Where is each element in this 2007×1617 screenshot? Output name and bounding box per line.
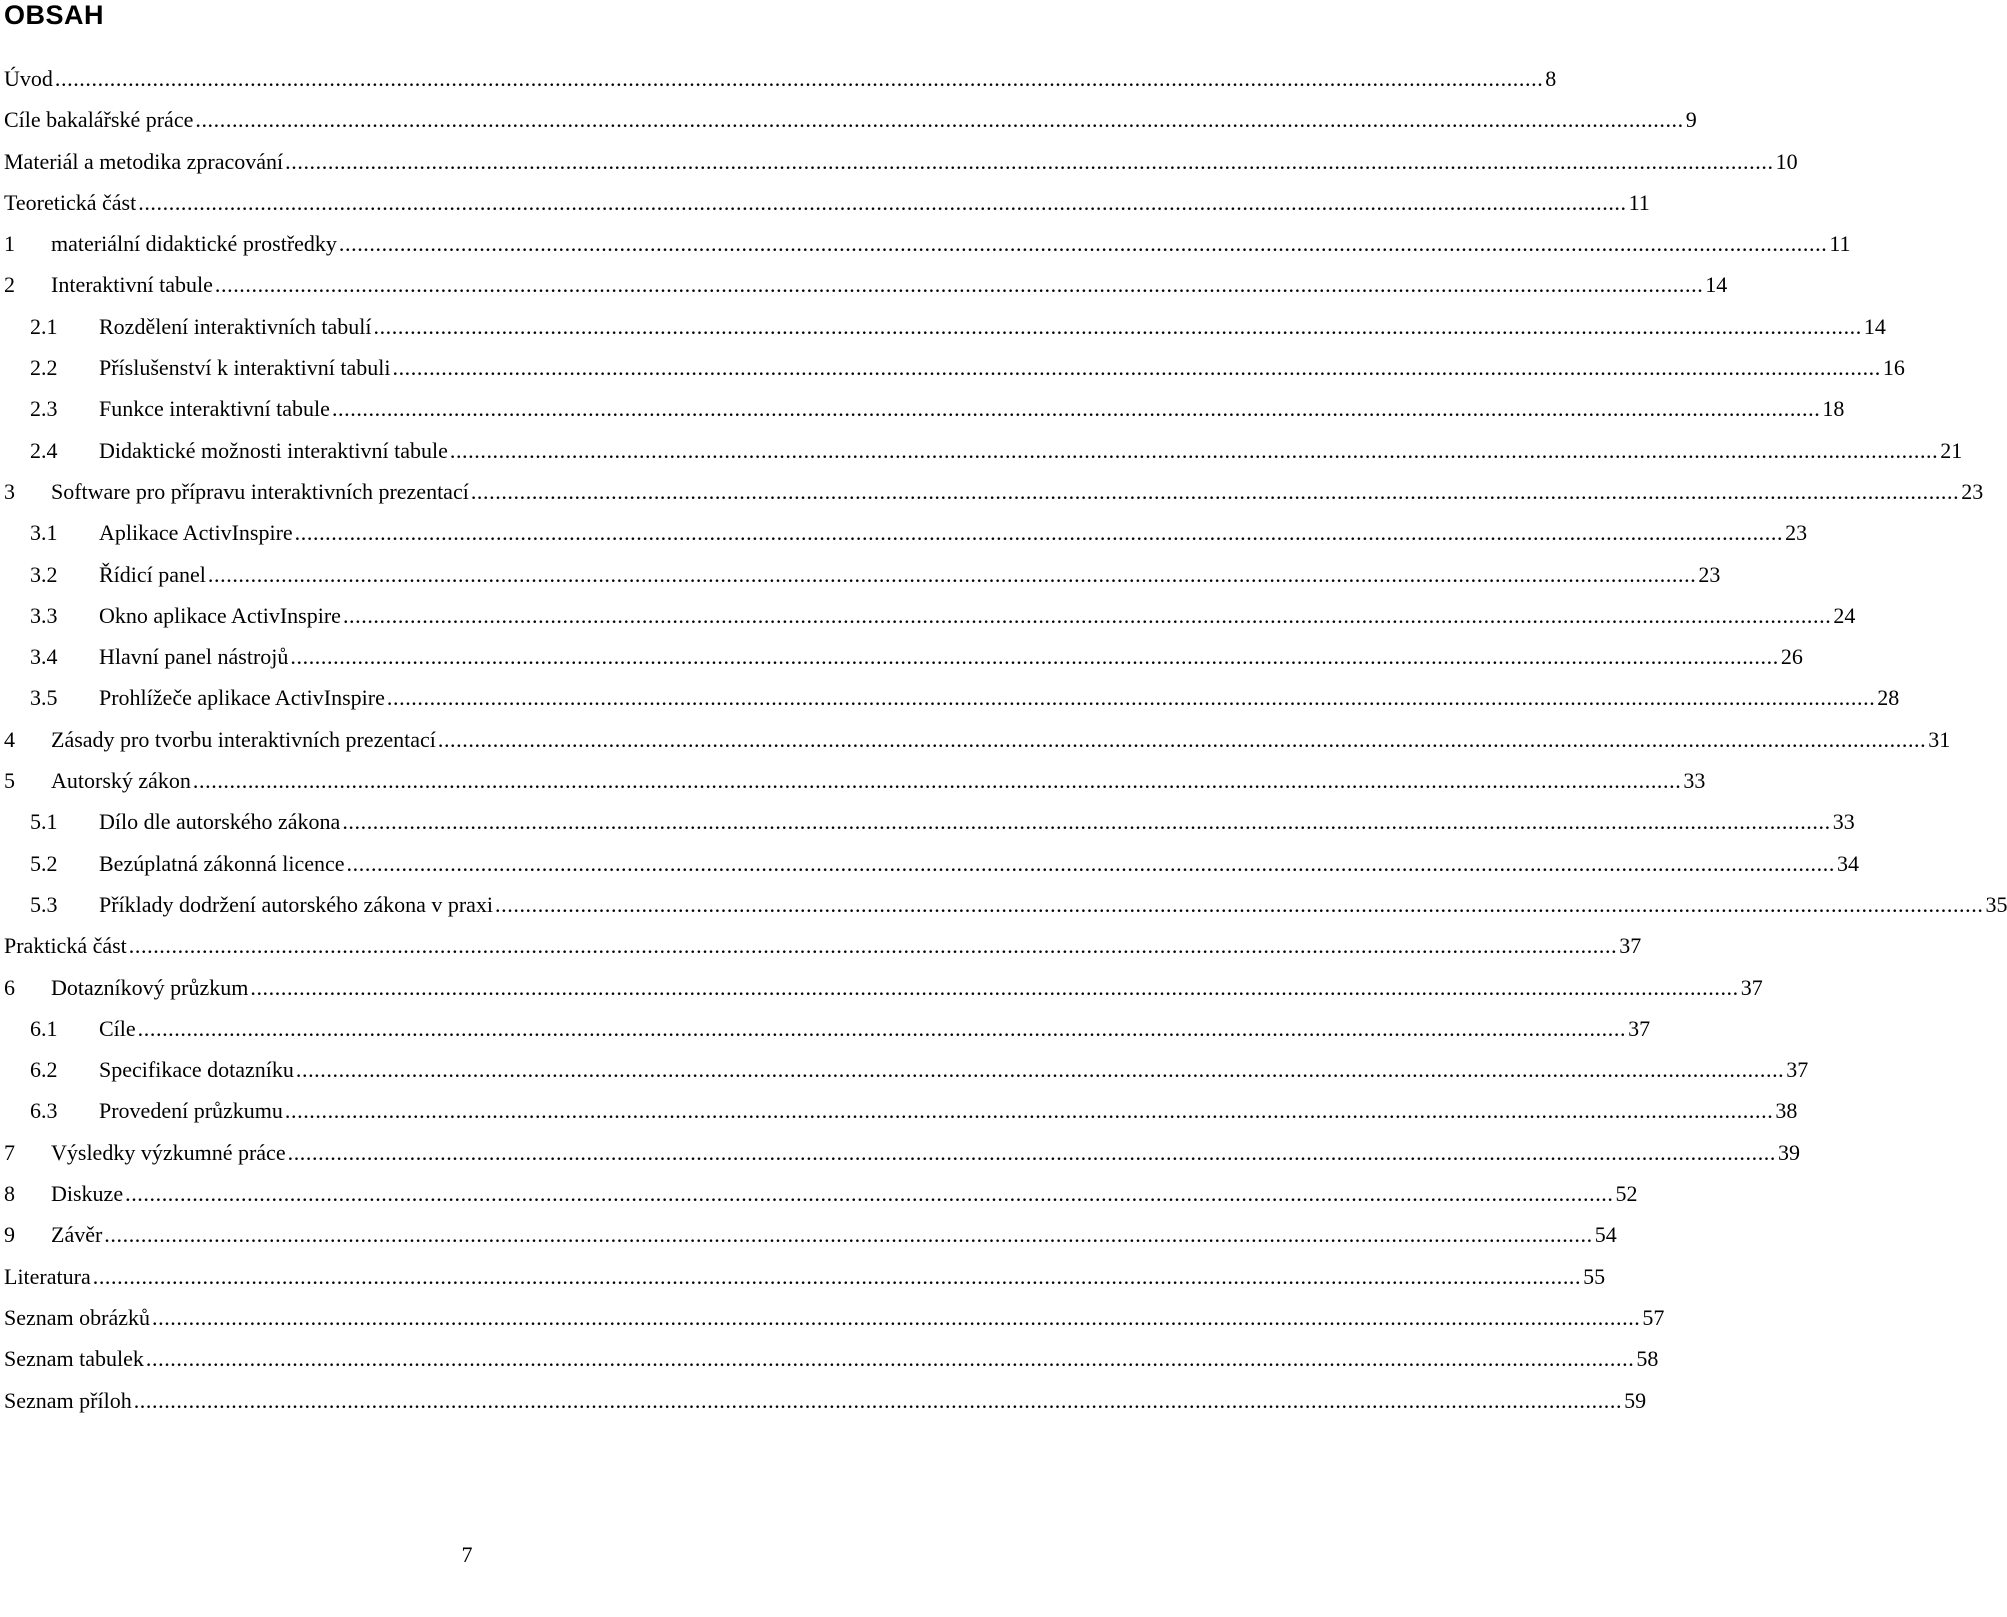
toc-entry[interactable] <box>4 843 1859 884</box>
dot-leader <box>152 1297 1640 1338</box>
toc-entry-number: 3.3 <box>30 602 58 628</box>
toc-entry-number: 4 <box>4 726 15 752</box>
toc-entry-page: 35 <box>1985 891 2007 917</box>
toc-entry-label: Úvod <box>4 66 53 91</box>
toc-entry-number: 2.4 <box>30 437 58 463</box>
toc-entry[interactable] <box>4 264 1728 305</box>
dot-leader <box>296 1049 1784 1090</box>
toc-entry-page: 38 <box>1775 1098 1798 1124</box>
toc-entry-page: 21 <box>1940 437 1963 463</box>
toc-entry-label: Výsledky výzkumné práce <box>51 1139 286 1165</box>
toc-entry-number: 5 <box>4 768 15 794</box>
dot-leader <box>343 595 1831 636</box>
dot-leader <box>250 967 1738 1008</box>
dot-leader <box>495 884 1983 925</box>
toc-entry-label: Bezúplatná zákonná licence <box>99 850 345 876</box>
toc-entry-label: Dílo dle autorského zákona <box>99 809 341 835</box>
dot-leader <box>339 223 1827 264</box>
toc-entry-number: 8 <box>4 1181 15 1207</box>
toc-entry-number: 6 <box>4 974 15 1000</box>
toc-entry-number: 5.1 <box>30 809 58 835</box>
toc-entry-page: 23 <box>1961 478 1984 504</box>
dot-leader <box>387 677 1875 718</box>
toc-entry-number: 3.5 <box>30 685 58 711</box>
toc-entry-label: Teoretická část <box>4 189 137 215</box>
dot-leader <box>373 306 1861 347</box>
dot-leader <box>392 347 1880 388</box>
toc-entry-page: 10 <box>1775 148 1798 174</box>
toc-entry-page: 37 <box>1619 933 1642 959</box>
toc-entry-label: Materiál a metodika zpracování <box>4 148 284 174</box>
toc-entry-number: 3.2 <box>30 561 58 587</box>
toc-entry-page: 34 <box>1836 850 1859 876</box>
toc-entry-label: Diskuze <box>51 1181 124 1207</box>
toc-entry-page: 24 <box>1833 602 1856 628</box>
toc-entry-page: 11 <box>1829 231 1851 257</box>
toc-entry-label: Seznam příloh <box>4 1387 132 1413</box>
toc-entry-label: Didaktické možnosti interaktivní tabule <box>99 437 448 463</box>
toc-entry[interactable] <box>4 760 1706 801</box>
dot-leader <box>342 801 1830 842</box>
toc-entry-label: Software pro přípravu interaktivních prezentací <box>51 478 469 504</box>
toc-entry[interactable] <box>4 1049 1809 1090</box>
toc-entry-page: 28 <box>1877 685 1900 711</box>
toc-entry[interactable] <box>4 1297 1665 1338</box>
toc-entry-number: 2 <box>4 272 15 298</box>
toc-entry-label: Prohlížeče aplikace ActivInspire <box>99 685 385 711</box>
toc-entry[interactable] <box>4 58 1557 99</box>
dot-leader <box>347 843 1835 884</box>
toc-entry-page: 54 <box>1594 1222 1617 1248</box>
toc-entry-page: 59 <box>1624 1387 1647 1413</box>
dot-leader <box>285 141 1773 182</box>
toc-entry-number: 6.2 <box>30 1057 58 1083</box>
toc-entry-page: 39 <box>1778 1139 1800 1165</box>
toc-entry-label: Praktická část <box>4 933 127 959</box>
toc-entry-label: Interaktivní tabule <box>51 272 213 298</box>
toc-entry[interactable] <box>4 1338 1659 1379</box>
toc-entry[interactable] <box>4 554 1721 595</box>
toc-entry-label: Řídicí panel <box>99 561 206 587</box>
page-title: OBSAH <box>4 0 105 30</box>
toc-entry-number: 6.3 <box>30 1098 58 1124</box>
dot-leader <box>104 1214 1592 1255</box>
toc-entry[interactable] <box>4 967 1763 1008</box>
toc-entry-label: Rozdělení interaktivních tabulí <box>99 313 372 339</box>
toc-entry-label: Literatura <box>4 1263 91 1289</box>
toc-entry-label: Aplikace ActivInspire <box>99 520 293 546</box>
dot-leader <box>332 388 1820 429</box>
toc-entry[interactable] <box>4 99 1697 140</box>
toc-entry-number: 9 <box>4 1222 15 1248</box>
dot-leader <box>450 430 1938 471</box>
toc-entry[interactable] <box>4 801 1855 842</box>
toc-entry-number: 5.3 <box>30 891 58 917</box>
toc-entry-number: 3 <box>4 478 15 504</box>
toc-entry[interactable] <box>4 1090 1798 1131</box>
toc-entry-page: 18 <box>1822 396 1845 422</box>
toc-entry-label: materiální didaktické prostředky <box>51 231 337 257</box>
toc-entry-number: 6.1 <box>30 1015 58 1041</box>
toc-entry[interactable] <box>4 141 1798 182</box>
toc-entry-number: 3.1 <box>30 520 58 546</box>
toc-entry[interactable] <box>4 884 2007 925</box>
dot-leader <box>125 1173 1613 1214</box>
toc-entry[interactable] <box>4 347 1905 388</box>
toc-entry-label: Autorský zákon <box>51 768 191 794</box>
toc-entry[interactable] <box>4 430 1963 471</box>
toc-entry-label: Hlavní panel nástrojů <box>99 644 289 670</box>
toc-entry-label: Závěr <box>51 1222 103 1248</box>
toc-entry-label: Příklady dodržení autorského zákona v praxi <box>99 891 494 917</box>
toc-entry[interactable] <box>4 677 1900 718</box>
dot-leader <box>138 182 1626 223</box>
toc-entry-page: 58 <box>1636 1346 1659 1372</box>
toc-entry-label: Specifikace dotazníku <box>99 1057 294 1083</box>
page-number: 7 <box>461 1542 473 1567</box>
toc-entry[interactable] <box>4 223 1851 264</box>
toc-entry-page: 23 <box>1785 520 1808 546</box>
toc-entry-page: 16 <box>1882 355 1905 381</box>
toc-entry-label: Provedení průzkumu <box>99 1098 283 1124</box>
dot-leader <box>215 264 1703 305</box>
dot-leader <box>146 1338 1634 1379</box>
dot-leader <box>288 1132 1776 1173</box>
toc-entry-page: 8 <box>1545 66 1557 91</box>
dot-leader <box>195 99 1683 140</box>
dot-leader <box>208 554 1696 595</box>
toc-entry[interactable] <box>4 719 1951 760</box>
dot-leader <box>290 636 1778 677</box>
toc-entry[interactable] <box>4 1173 1638 1214</box>
toc-entry[interactable] <box>4 595 1856 636</box>
toc-entry-page: 57 <box>1642 1304 1665 1330</box>
toc-entry-number: 3.4 <box>30 644 58 670</box>
toc-entry-label: Příslušenství k interaktivní tabuli <box>99 355 391 381</box>
toc-entry-page: 14 <box>1863 313 1886 339</box>
toc-entry[interactable] <box>4 182 1650 223</box>
toc-entry[interactable] <box>4 1214 1617 1255</box>
toc-entry-page: 23 <box>1698 561 1721 587</box>
toc-entry-label: Seznam obrázků <box>4 1304 150 1330</box>
dot-leader <box>93 1256 1581 1297</box>
toc-entry-page: 55 <box>1583 1263 1606 1289</box>
table-of-contents <box>4 58 2007 1421</box>
toc-entry[interactable] <box>4 1132 1800 1173</box>
toc-entry-page: 9 <box>1685 107 1697 133</box>
toc-entry[interactable] <box>4 925 1642 966</box>
toc-entry-label: Cíle <box>99 1015 136 1041</box>
toc-entry-label: Okno aplikace ActivInspire <box>99 602 341 628</box>
toc-entry-page: 26 <box>1780 644 1803 670</box>
toc-entry-page: 37 <box>1786 1057 1809 1083</box>
toc-entry-page: 52 <box>1615 1181 1638 1207</box>
dot-leader <box>55 58 1543 99</box>
toc-entry[interactable] <box>4 512 1808 553</box>
dot-leader <box>471 471 1959 512</box>
toc-entry[interactable] <box>4 388 1845 429</box>
toc-entry[interactable] <box>4 1380 1647 1421</box>
toc-entry-number: 7 <box>4 1139 15 1165</box>
toc-entry[interactable] <box>4 1008 1651 1049</box>
toc-entry-page: 31 <box>1928 726 1951 752</box>
dot-leader <box>438 719 1926 760</box>
toc-entry-page: 33 <box>1683 768 1706 794</box>
toc-entry-label: Funkce interaktivní tabule <box>99 396 330 422</box>
dot-leader <box>134 1380 1622 1421</box>
toc-entry-number: 2.3 <box>30 396 58 422</box>
toc-entry[interactable] <box>4 471 1984 512</box>
dot-leader <box>285 1090 1773 1131</box>
toc-entry-label: Zásady pro tvorbu interaktivních prezentací <box>51 726 436 752</box>
toc-entry[interactable] <box>4 306 1886 347</box>
toc-entry-page: 11 <box>1628 189 1650 215</box>
dot-leader <box>193 760 1681 801</box>
toc-entry-label: Seznam tabulek <box>4 1346 144 1372</box>
toc-entry-page: 37 <box>1628 1015 1651 1041</box>
toc-entry-label: Cíle bakalářské práce <box>4 107 194 133</box>
toc-entry-number: 2.1 <box>30 313 58 339</box>
dot-leader <box>129 925 1617 966</box>
toc-entry-label: Dotazníkový průzkum <box>51 974 249 1000</box>
toc-entry[interactable] <box>4 1256 1606 1297</box>
toc-entry-number: 2.2 <box>30 355 58 381</box>
dot-leader <box>138 1008 1626 1049</box>
toc-entry[interactable] <box>4 636 1803 677</box>
toc-entry-page: 33 <box>1832 809 1855 835</box>
toc-entry-page: 37 <box>1740 974 1763 1000</box>
toc-entry-page: 14 <box>1705 272 1728 298</box>
toc-entry-number: 1 <box>4 231 15 257</box>
toc-entry-number: 5.2 <box>30 850 58 876</box>
dot-leader <box>295 512 1783 553</box>
